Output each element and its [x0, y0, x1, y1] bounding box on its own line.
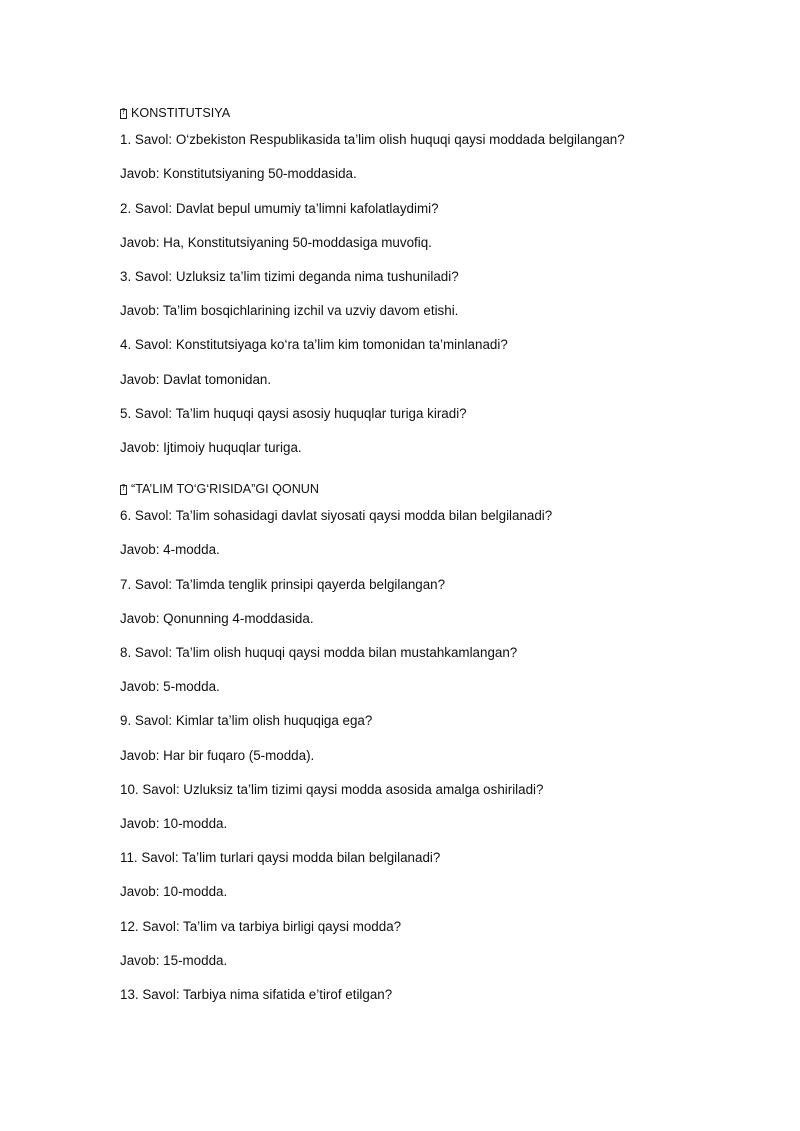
answer-4: Javob: Davlat tomonidan.: [120, 371, 272, 387]
answer-3: Javob: Ta’lim bosqichlarining izchil va uzviy davom etishi.: [120, 303, 459, 319]
missing-glyph-icon: [120, 109, 127, 119]
question-3: 3. Savol: Uzluksiz ta’lim tizimi deganda nima tushuniladi?: [120, 268, 459, 284]
missing-glyph-icon: [120, 485, 127, 495]
document-content: [120, 96, 720, 1019]
answer-8: Javob: 5-modda.: [120, 679, 220, 695]
question-7: 7. Savol: Ta’limda tenglik prinsipi qayerda belgilangan?: [120, 576, 446, 592]
answer-12: Javob: 15-modda.: [120, 952, 228, 968]
question-6: 6. Savol: Ta’lim sohasidagi davlat siyosati qaysi modda bilan belgilanadi?: [120, 508, 553, 524]
question-2: 2. Savol: Davlat bepul umumiy ta’limni kafolatlaydimi?: [120, 200, 439, 216]
answer-7: Javob: Qonunning 4-moddasida.: [120, 610, 314, 626]
answer-5: Javob: Ijtimoiy huquqlar turiga.: [120, 439, 302, 455]
answer-11: Javob: 10-modda.: [120, 884, 228, 900]
answer-10: Javob: 10-modda.: [120, 815, 228, 831]
section-title: “TA’LIM TO‘G‘RISIDA”GI QONUN: [131, 482, 319, 497]
answer-1: Javob: Konstitutsiyaning 50-moddasida.: [120, 166, 357, 182]
section-title: KONSTITUTSIYA: [131, 106, 231, 121]
question-8: 8. Savol: Ta’lim olish huquqi qaysi modda bilan mustahkamlangan?: [120, 645, 518, 660]
answer-9: Javob: Har bir fuqaro (5-modda).: [120, 747, 315, 763]
question-4: 4. Savol: Konstitutsiyaga ko‘ra ta’lim kim tomonidan ta’minlanadi?: [120, 337, 508, 353]
question-5: 5. Savol: Ta’lim huquqi qaysi asosiy huquqlar turiga kiradi?: [120, 405, 467, 421]
section-heading-konstitutsiya: [120, 96, 720, 130]
answer-2: Javob: Ha, Konstitutsiyaning 50-moddasiga muvofiq.: [120, 234, 432, 250]
question-11: 11. Savol: Ta’lim turlari qaysi modda bilan belgilanadi?: [120, 850, 441, 866]
section-heading-talim-qonun: [120, 472, 720, 506]
question-13: 13. Savol: Tarbiya nima sifatida e’tirof etilgan?: [120, 986, 393, 1002]
answer-6: Javob: 4-modda.: [120, 542, 220, 558]
question-9: 9. Savol: Kimlar ta’lim olish huquqiga ega?: [120, 713, 373, 729]
question-12: 12. Savol: Ta’lim va tarbiya birligi qaysi modda?: [120, 918, 402, 934]
question-10: 10. Savol: Uzluksiz ta’lim tizimi qaysi modda asosida amalga oshiriladi?: [120, 781, 544, 797]
question-1: 1. Savol: O‘zbekiston Respublikasida ta’lim olish huquqi qaysi moddada belgilangan?: [120, 132, 625, 148]
